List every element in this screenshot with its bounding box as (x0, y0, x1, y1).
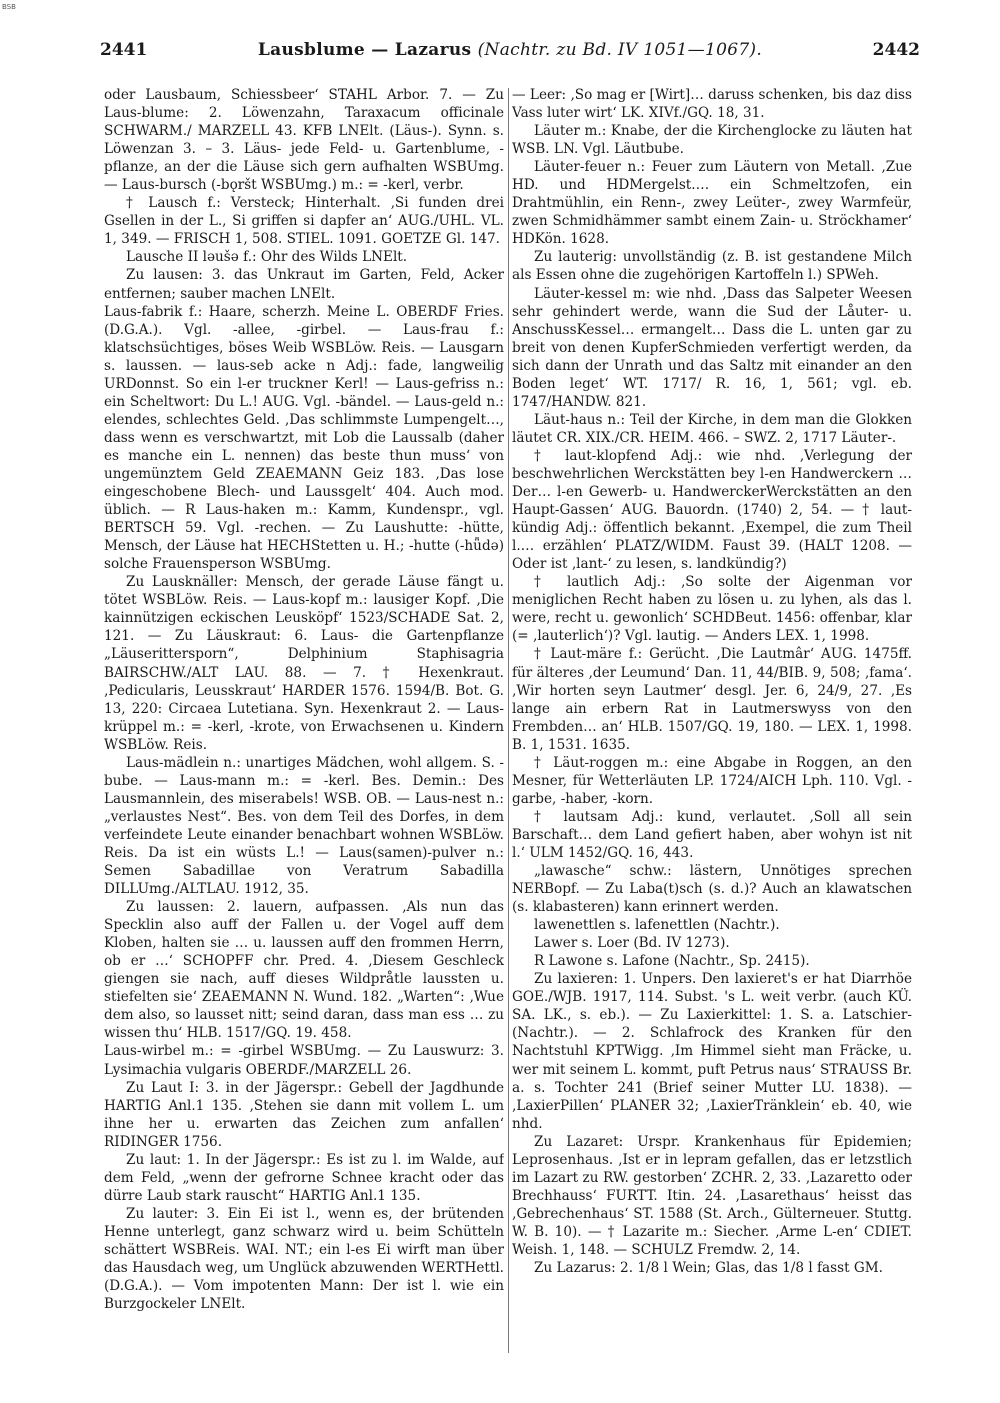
entry-paragraph: Laus-mädlein n.: unartiges Mädchen, wohl allgem. S. -bube. — Laus-mann m.: = -kerl. Bes. Demin.: Des Lausmannlein, des miserabels! WSB. OB. — Laus-nest n.: „verlaustes Nest“. Bes. von dem Teil des Dorfes, in dem verfeindete Leute einander benachbart wohnen WSBLöw. Reis. Da ist ein wüsts L.! — Laus(samen)-pulver n.: Semen Sabadillae von Veratrum Sabadilla DILLUmg./ALTLAU. 1912, 35. (104, 754, 504, 898)
entry-paragraph: Läuter m.: Knabe, der die Kirchenglocke zu läuten hat WSB. LN. Vgl. Läutbube. (512, 123, 912, 158)
running-title (100, 40, 920, 60)
running-title-subtitle: (Nachtr. zu Bd. IV 1051—1067). (477, 40, 763, 60)
entry-paragraph: Zu Lausknäller: Mensch, der gerade Läuse fängt u. tötet WSBLöw. Reis. — Laus-kopf m.: lausiger Kopf. ‚Die kainnützigen eckischen Leusköpf‘ 1523/SCHADE Sat. 2, 121. — Zu Läuskraut: 6. Laus- die Gartenpflanze „Läuserittersporn“, Delphinium Staphisagria BAIRSCHW./ALT LAU. 88. — 7. † Hexenkraut. ‚Pedicularis, Leusskraut‘ HARDER 1576. 1594/B. Bot. G. 13, 220: Circaea Lutetiana. Syn. Hexenkraut 2. — Laus-krüppel m.: = -kerl, -krote, von Erwachsenen u. Kindern WSBLöw. Reis. (104, 574, 504, 753)
entry-paragraph: Lawer s. Loer (Bd. IV 1273). (534, 935, 730, 952)
entry-paragraph: „lawasche“ schw.: lästern, Unnötiges sprechen NERBopf. — Zu Laba(t)sch (s. d.)? Auch an klawatschen (s. klabasteren) kann erinnert werden. (512, 863, 912, 916)
entry-paragraph: † Lausch f.: Versteck; Hinterhalt. ‚Si funden drei Gsellen in der L., Si griffen si dapfer an‘ AUG./UHL. VL. 1, 349. — FRISCH 1, 508. STIEL. 1091. GOETZE Gl. 147. (104, 195, 504, 248)
right-column (512, 86, 912, 1376)
entry-paragraph: Laus-wirbel m.: = -girbel WSBUmg. — Zu Lauswurz: 3. Lysimachia vulgaris OBERDF./MARZELL 26. (104, 1043, 504, 1078)
page-number-right: 2442 (872, 40, 920, 60)
entry-paragraph: Läuter-feuer n.: Feuer zum Läutern von Metall. ‚Zue HD. und HDMergelst.… ein Schmeltzofen, ein Drahtmühlin, ein Renn-, zwey Leüter-, zwey Warmfeür, zwen Schmidhämmer sambt einem Zain- u. Ströckhamer‘ HDKön. 1628. (512, 159, 912, 248)
running-title-main: Lausblume — Lazarus (257, 40, 472, 60)
entry-paragraph: Zu Lazaret: Urspr. Krankenhaus für Epidemien; Leprosenhaus. ‚Ist er in lepram gefallen, das er letzstlich im Lazart zu RW. gestorben‘ ZCHR. 2, 33. ‚Lazaretto oder Brechhauss‘ FURTT. Itin. 24. ‚Lasarethaus‘ heisst das ‚Gebrechenhaus‘ ST. 1588 (St. Arch., Gülterneuer. Stuttg. W. B. 10). — † Lazarite m.: Siecher. ‚Arme L-en‘ CDIET. Weish. 1, 148. — SCHULZ Fremdw. 2, 14. (512, 1133, 912, 1258)
library-stamp: BSB (2, 3, 16, 11)
page-number-left: 2441 (100, 40, 148, 60)
entry-paragraph: Läuter-kessel m: wie nhd. ‚Dass das Salpeter Weesen sehr gehindert werde, wann die Sud der Låuter- u. AnschussKessel… ermangelt… Dass die L. unten gar zu breit von denen KupferSchmieden verfertigt werden, da sich dann der Unrath und das Saltz mit einander an den Boden leget‘ WT. 1717/ R. 16, 1, 561; vgl. eb. 1747/HANDW. 821. (512, 285, 912, 410)
entry-paragraph: Laus-fabrik f.: Haare, scherzh. Meine L. OBERDF Fries. (D.G.A.). Vgl. -allee, -girbel. — Laus-frau f.: klatschsüchtiges, böses Weib WSBLöw. Reis. — Lausgarn s. laussen. — laus-seb acke n Adj.: fade, langweilig URDonnst. So ein l-er truckner Kerl! — Laus-gefriss n.: ein Scheltwort: Du L.! AUG. Vgl. -bändel. — Laus-geld n.: elendes, schlechtes Geld. ‚Das schlimmste Lumpengelt…, dass wenn es verschwartzt, mit Lob die Laussalb (daher es manche ein L. nennen) das beste thun muss‘ von ungemünztem Geld ZEAEMANN Geiz 183. ‚Das lose eingeschobene Blech- und Laussgelt‘ 404. Auch mod. üblich. — R Laus-haken m.: Kamm, Kundenspr., vgl. BERTSCH 59. Vgl. -rechen. — Zu Laushutte: -hütte, Mensch, der Läuse hat HECHStetten u. H.; -hutte (-hǖdə) solche Frauensperson WSBUmg. (104, 303, 504, 573)
column-divider (508, 88, 509, 1353)
entry-paragraph: Läut-haus n.: Teil der Kirche, in dem man die Glokken läutet CR. XIX./CR. HEIM. 466. – SWZ. 2, 1717 Läuter-. (512, 411, 912, 446)
entry-paragraph: Zu Laut I: 3. in der Jägerspr.: Gebell der Jagdhunde HARTIG Anl.1 135. ‚Stehen sie dann mit vollem L. um ihne her u. erwarten das Zeichen zum anfallen‘ RIDINGER 1756. (104, 1079, 504, 1150)
entry-paragraph: Zu Lazarus: 2. 1/8 l Wein; Glas, das 1/8 l fasst GM. (534, 1260, 883, 1277)
entry-paragraph: lawenettlen s. lafenettlen (Nachtr.). (534, 917, 780, 934)
entry-paragraph: Zu laut: 1. In der Jägerspr.: Es ist zu l. im Walde, auf dem Feld, „wenn der gefrorne Schnee kracht oder das dürre Laub stark rauscht“ HARTIG Anl.1 135. (104, 1151, 504, 1204)
entry-paragraph: † Laut-märe f.: Gerücht. ‚Die Lautmâr‘ AUG. 1475ff. für älteres ‚der Leumund‘ Dan. 11, 44/BIB. 9, 508; ‚fama‘. ‚Wir horten seyn Lautmer‘ desgl. Jer. 6, 24/9, 27. ‚Es lange ain erbern Rat in Lautmerswyss von den Frembden… an‘ HLB. 1507/GQ. 19, 180. — LEX. 1, 1998. B. 1, 1531. 1635. (512, 646, 912, 753)
entry-paragraph: † Läut-roggen m.: eine Abgabe in Roggen, an den Mesner, für Wetterläuten LP. 1724/AICH Lph. 110. Vgl. -garbe, -haber, -korn. (512, 754, 912, 807)
entry-paragraph: Zu lauterig: unvollständig (z. B. ist gestandene Milch als Essen ohne die zugehörigen Kartoffeln l.) SPWeh. (512, 249, 912, 284)
entry-paragraph: † laut-klopfend Adj.: wie nhd. ‚Verlegung der beschwehrlichen Werckstätten bey l-en Handwerckern … Der… l-en Gewerb- u. HandwerckerWerckstätten an den Haupt-Gassen‘ AUG. Bauordn. (1740) 2, 54. — † laut-kündig Adj.: öffentlich bekannt. ‚Exempel, die zum Theil l.… erzählen‘ PLATZ/WIDM. Faust 39. (HALT 1208. — Oder ist ‚lant-‘ zu lesen, s. landkündig?) (512, 447, 912, 573)
entry-paragraph: † lautsam Adj.: kund, verlautet. ‚Soll all sein Barschaft… dem Land gefiert haben, aber wohyn ist nit l.‘ ULM 1452/GQ. 16, 443. (512, 808, 912, 861)
entry-paragraph: R Lawone s. Lafone (Nachtr., Sp. 2415). (534, 953, 810, 970)
entry-paragraph: Zu lauter: 3. Ein Ei ist l., wenn es, der brütenden Henne unterlegt, ganz schwarz wird u. beim Schütteln schättert WSBReis. WAI. NT.; ein l-es Ei wirft man über das Hausdach weg, um Unglück abzuwenden WERTHettl. (D.G.A.). — Vom impotenten Mann: Der ist l. wie ein Burzgockeler LNElt. (104, 1205, 504, 1313)
left-column (104, 86, 504, 1376)
entry-paragraph: Zu laxieren: 1. Unpers. Den laxieret's er hat Diarrhöe GOE./WJB. 1917, 114. Subst. 's L. weit verbr. (auch KÜ. SA. LK., s. eb.). — Zu Laxierkittel: 1. S. a. Latschier- (Nachtr.). — 2. Schlafrock des Kranken für den Nachtstuhl KPTWigg. ‚Im Himmel sieht man Fräcke, u. wer mit seinem L. kommt, puft Petrus naus‘ STRAUSS Br. a. s. Tochter 241 (Brief seiner Mutter LU. 1838). — ‚LaxierPillen‘ PLANER 32; ‚LaxierTränklein‘ eb. 40, wie nhd. (512, 971, 912, 1132)
entry-paragraph: Zu lausen: 3. das Unkraut im Garten, Feld, Acker entfernen; sauber machen LNElt. (104, 267, 504, 302)
entry-paragraph: Zu laussen: 2. lauern, aufpassen. ‚Als nun das Specklin also auff der Fallen u. der Vogel auff dem Kloben, halten sie … u. laussen auff den frommen Herrn, ob er …‘ SCHOPFF chr. Pred. 4. ‚Diesem Geschleck giengen sie nach, auff dieses Wildpråtle laussten u. stiefelten sie‘ ZEAEMANN N. Wund. 182. „Warten“: ‚Wue dem also, so lausset nitt; seind daran, dass man ess … zu wissen thu‘ HLB. 1517/GQ. 19. 458. (104, 899, 504, 1042)
entry-paragraph: Lausche II ləušə f.: Ohr des Wilds LNElt. (126, 249, 408, 266)
entry-paragraph: oder Lausbaum, Schiessbeer‘ STAHL Arbor. 7. — Zu Laus-blume: 2. Löwenzahn, Taraxacum officinale SCHWARM./ MARZELL 43. KFB LNElt. (Läus-). Synn. s. Löwenzan 3. – 3. Läus- jede Feld- u. Gartenblume, -pflanze, an der die Läuse sich gern aufhalten WSBUmg. — Laus-bursch (-bǫršt WSBUmg.) m.: = -kerl, verbr. (104, 87, 504, 194)
entry-paragraph: † lautlich Adj.: ‚So solte der Aigenman vor meniglichen Recht haben zu lösen u. zu lyhen, als das l. were, recht u. gewonlich‘ SCHDBeut. 1456: offenbar, klar (= ‚lauterlich‘)? Vgl. lautig. — Anders LEX. 1, 1998. (512, 574, 912, 645)
page-header (100, 40, 920, 64)
entry-paragraph: — Leer: ‚So mag er [Wirt]… daruss schenken, bis daz diss Vass luter wirt‘ LK. XIVf./GQ. 18, 31. (512, 87, 912, 122)
